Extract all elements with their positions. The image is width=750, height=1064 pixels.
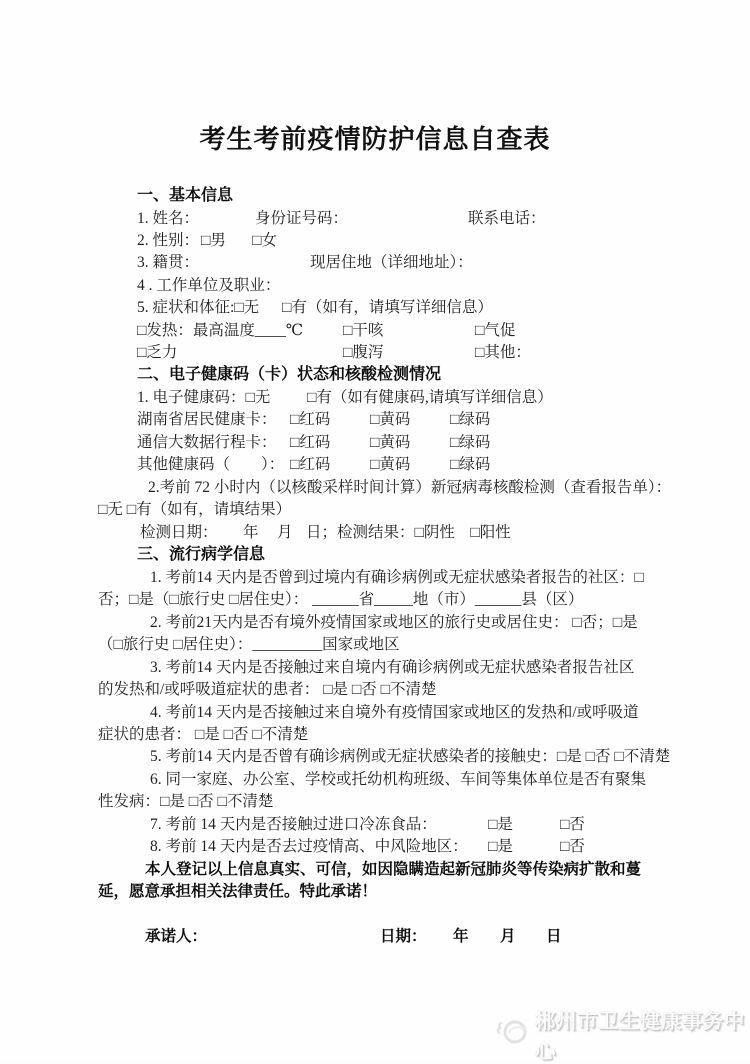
other-card-label: 其他健康码（ ）： — [137, 456, 285, 473]
epi-item3-text: 3. 考前14 天内是否接触过来自境内有确诊病例或无症状感染者报告社区 — [150, 659, 635, 676]
nucleic-options-line — [0, 499, 750, 521]
epi-item5-text: 5. 考前14 天内是否曾有确诊病例或无症状感染者的接触史：□是 □否 □不清楚 — [150, 748, 671, 765]
epi-item2-text: 2. 考前21天内是否有境外疫情国家或地区的旅行史或居住史： □否；□是 — [150, 614, 638, 631]
epi-item1-text: 1. 考前14 天内是否曾到过境内有确诊病例或无症状感染者报告的社区：□ — [150, 569, 644, 586]
symptoms-line — [0, 297, 750, 319]
checkbox-item8-yes: □是 — [488, 838, 513, 855]
epi-item1-line1 — [0, 567, 750, 589]
section3-heading: 三、流行病学信息 — [137, 546, 266, 563]
health-card-row-hunan — [0, 409, 750, 431]
checkbox-male: □男 — [201, 232, 226, 249]
checkbox-yellow-code: □黄码 — [370, 411, 411, 428]
symptom-row-1 — [0, 320, 750, 342]
checkbox-shortness-of-breath: □气促 — [475, 322, 516, 339]
epi-item1-options: 否；□是（□旅行史 □居住史）： ______省_____地（市）______县（区） — [98, 591, 584, 608]
commitment-line2 — [0, 881, 750, 903]
epi-item8-line — [0, 836, 750, 858]
residence-field-label: 现居住地（详细地址）： — [310, 254, 473, 271]
org-logo-icon — [496, 1016, 530, 1053]
symptom-row-2 — [0, 342, 750, 364]
epi-item6-line2 — [0, 791, 750, 813]
ehealth-code-line — [0, 387, 750, 409]
phone-field-label: 联系电话： — [468, 210, 546, 227]
hunan-card-label: 湖南省居民健康卡： — [137, 411, 277, 428]
checkbox-symptoms-yes: □有（如有，请填写详细信息） — [282, 299, 493, 316]
checkbox-fever: □发热：最高温度____℃ — [137, 322, 304, 339]
native-place-line — [0, 252, 750, 274]
work-line — [0, 275, 750, 297]
test-date-line — [0, 522, 750, 544]
epi-item6-line1 — [0, 769, 750, 791]
form-title: 考生考前疫情防护信息自查表 — [199, 125, 551, 154]
signature-line — [0, 926, 750, 948]
symptoms-field-label-with-none-checkbox: 5. 症状和体征:□无 — [137, 299, 260, 316]
section2-heading: 二、电子健康码（卡）状态和核酸检测情况 — [137, 366, 442, 383]
checkbox-green-code: □绿码 — [450, 411, 491, 428]
sign-day-label: 日 — [546, 928, 562, 945]
promisor-label: 承诺人： — [145, 928, 208, 945]
epi-item2-options: （□旅行史 □居住史）：_________国家或地区 — [98, 636, 400, 653]
epi-item4-text: 4. 考前14 天内是否接触过来自境外有疫情国家或地区的发热和/或呼吸道 — [150, 704, 639, 721]
epi-item7-text: 7. 考前 14 天内是否接触过进口冷冻食品： — [150, 816, 437, 833]
epi-item3-options: 的发热和/或呼吸道症状的患者： □是 □否 □不清楚 — [98, 681, 437, 698]
name-line — [0, 208, 750, 230]
checkbox-item7-yes: □是 — [488, 816, 513, 833]
epi-item1-line2 — [0, 589, 750, 611]
month-label: 月 — [277, 524, 293, 541]
epi-item3-line2 — [0, 679, 750, 701]
checkbox-other: □其他： — [475, 344, 531, 361]
section2-heading-line — [0, 364, 750, 386]
epi-item4-options: 症状的患者： □是 □否 □不清楚 — [98, 726, 309, 743]
nucleic-test-label: 2.考前 72 小时内（以核酸采样时间计算）新冠病毒核酸检测（查看报告单）： — [148, 479, 672, 496]
commitment-line1 — [0, 859, 750, 881]
checkbox-yellow-code: □黄码 — [370, 456, 411, 473]
native-place-field-label: 3. 籍贯： — [137, 254, 200, 271]
checkbox-ehealth-yes: □有（如有健康码,请填写详细信息） — [307, 389, 553, 406]
commitment-text-2: 延，愿意承担相关法律责任。特此承诺！ — [98, 883, 378, 900]
checkbox-green-code: □绿码 — [450, 434, 491, 451]
epi-item6-text: 6. 同一家庭、办公室、学校或托幼机构班级、车间等集体单位是否有聚集 — [150, 771, 647, 788]
ehealth-code-label-with-none-checkbox: 1. 电子健康码：□无 — [137, 389, 271, 406]
sign-year-label: 年 — [453, 928, 469, 945]
org-watermark — [496, 1010, 750, 1063]
health-card-row-travel — [0, 432, 750, 454]
health-card-row-other — [0, 454, 750, 476]
test-date-label: 检测日期： — [140, 524, 218, 541]
checkbox-item7-no: □否 — [560, 816, 585, 833]
checkbox-red-code: □红码 — [290, 456, 331, 473]
epi-item7-line — [0, 814, 750, 836]
checkbox-diarrhea: □腹泻 — [343, 344, 384, 361]
epi-item2-line2 — [0, 634, 750, 656]
org-watermark-text: 郴州市卫生健康事务中心 — [535, 1010, 745, 1063]
checkbox-red-code: □红码 — [290, 434, 331, 451]
checkbox-fatigue: □乏力 — [137, 344, 178, 361]
section1-heading-line — [0, 185, 750, 207]
id-number-field-label: 身份证号码： — [255, 210, 349, 227]
checkbox-nucleic-none-yes: □无 □有（如有，请填结果） — [98, 501, 292, 518]
checkbox-green-code: □绿码 — [450, 456, 491, 473]
work-field-label: 4 . 工作单位及职业： — [137, 277, 281, 294]
epi-item8-text: 8. 考前 14 天内是否去过疫情高、中风险地区： — [150, 838, 468, 855]
epi-item2-line1 — [0, 612, 750, 634]
checkbox-dry-cough: □干咳 — [343, 322, 384, 339]
test-result-labels: 日；检测结果：□阴性 □阳性 — [306, 524, 511, 541]
commitment-text-1: 本人登记以上信息真实、可信，如因隐瞒造起新冠肺炎等传染病扩散和蔓 — [145, 861, 642, 878]
epi-item4-line1 — [0, 702, 750, 724]
epi-item4-line2 — [0, 724, 750, 746]
gender-field-label: 2. 性别： — [137, 232, 200, 249]
year-label: 年 — [243, 524, 259, 541]
checkbox-red-code: □红码 — [290, 411, 331, 428]
date-label: 日期： — [380, 928, 427, 945]
gender-line — [0, 230, 750, 252]
travel-card-label: 通信大数据行程卡： — [137, 434, 277, 451]
sign-month-label: 月 — [500, 928, 516, 945]
epi-item3-line1 — [0, 657, 750, 679]
section3-heading-line — [0, 544, 750, 566]
section1-heading: 一、基本信息 — [137, 187, 234, 204]
checkbox-female: □女 — [252, 232, 277, 249]
epi-item5-line — [0, 746, 750, 768]
nucleic-test-line — [0, 477, 750, 499]
checkbox-item8-no: □否 — [560, 838, 585, 855]
name-field-label: 1. 姓名： — [137, 210, 200, 227]
epi-item6-options: 性发病：□是 □否 □不清楚 — [98, 793, 274, 810]
checkbox-yellow-code: □黄码 — [370, 434, 411, 451]
